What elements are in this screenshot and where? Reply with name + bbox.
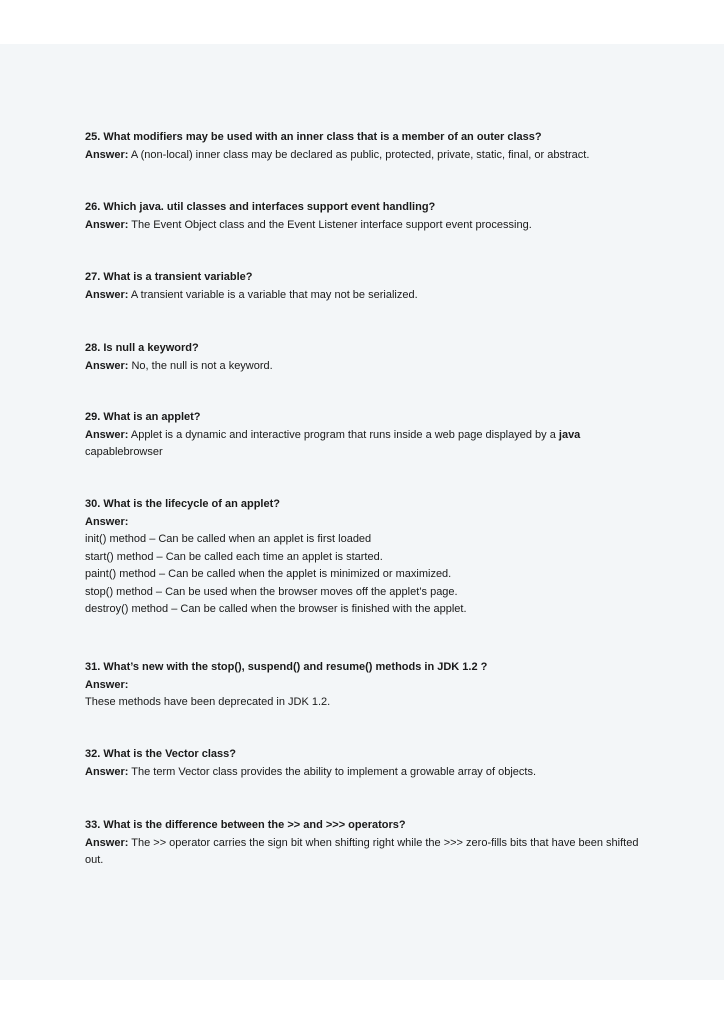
- answer-line: These methods have been deprecated in JDK 1.2.: [85, 696, 331, 708]
- answer-label: Answer:: [85, 836, 129, 849]
- answer: [85, 147, 645, 165]
- lifecycle-line: destroy() method – Can be called when the browser is finished with the applet.: [85, 603, 467, 615]
- lifecycle-line: start() method – Can be called each time an applet is started.: [85, 550, 383, 563]
- question: 25. What modifiers may be used with an inner class that is a member of an outer class?: [85, 131, 542, 143]
- answer-text: The term Vector class provides the ability to implement a growable array of objects.: [131, 765, 537, 778]
- qa-item-25: [85, 129, 645, 164]
- question: 28. Is null a keyword?: [85, 342, 199, 354]
- answer-text: Applet is a dynamic and interactive program that runs inside a web page displayed by a: [130, 428, 556, 441]
- qa-item-30: [85, 496, 645, 619]
- answer: [85, 835, 645, 870]
- qa-item-27: [85, 269, 645, 304]
- question: 33. What is the difference between the >> and >>> operators?: [85, 819, 406, 831]
- qa-item-28: [85, 340, 645, 375]
- answer: [85, 358, 645, 376]
- answer-label: Answer:: [85, 678, 129, 691]
- answer-label: Answer:: [85, 288, 129, 301]
- answer-text-cont: capablebrowser: [85, 446, 163, 458]
- qa-item-32: [85, 746, 645, 781]
- question: 27. What is a transient variable?: [85, 271, 253, 283]
- answer-label: Answer:: [85, 515, 129, 528]
- lifecycle-line: init() method – Can be called when an applet is first loaded: [85, 533, 372, 545]
- answer-text: The Event Object class and the Event Listener interface support event processing.: [131, 218, 532, 231]
- answer-text: A transient variable is a variable that may not be serialized.: [130, 288, 418, 301]
- answer-label: Answer:: [85, 359, 129, 372]
- answer: [85, 427, 645, 462]
- qa-item-26: [85, 199, 645, 234]
- question: 29. What is an applet?: [85, 411, 201, 423]
- qa-item-31: [85, 659, 645, 712]
- answer-label: Answer:: [85, 428, 129, 441]
- qa-item-29: [85, 409, 645, 462]
- answer: [85, 217, 645, 235]
- question: 31. What’s new with the stop(), suspend() and resume() methods in JDK 1.2 ?: [85, 661, 488, 673]
- question: 30. What is the lifecycle of an applet?: [85, 498, 280, 510]
- answer: [85, 764, 645, 782]
- answer-text: No, the null is not a keyword.: [131, 359, 273, 372]
- answer-label: Answer:: [85, 148, 129, 161]
- question: 32. What is the Vector class?: [85, 748, 237, 760]
- qa-item-33: [85, 817, 645, 870]
- answer-label: Answer:: [85, 218, 129, 231]
- answer-text: The >> operator carries the sign bit when shifting right while the >>> zero-fills bits that have been shifted out.: [85, 836, 639, 866]
- answer-text: A (non-local) inner class may be declared as public, protected, private, static, final, or abstract.: [130, 148, 590, 161]
- answer-bold-term: java: [558, 428, 581, 441]
- lifecycle-line: stop() method – Can be used when the browser moves off the applet’s page.: [85, 585, 458, 598]
- answer: [85, 287, 645, 305]
- lifecycle-line: paint() method – Can be called when the applet is minimized or maximized.: [85, 568, 452, 580]
- answer-label: Answer:: [85, 765, 129, 778]
- question: 26. Which java. util classes and interfaces support event handling?: [85, 201, 436, 213]
